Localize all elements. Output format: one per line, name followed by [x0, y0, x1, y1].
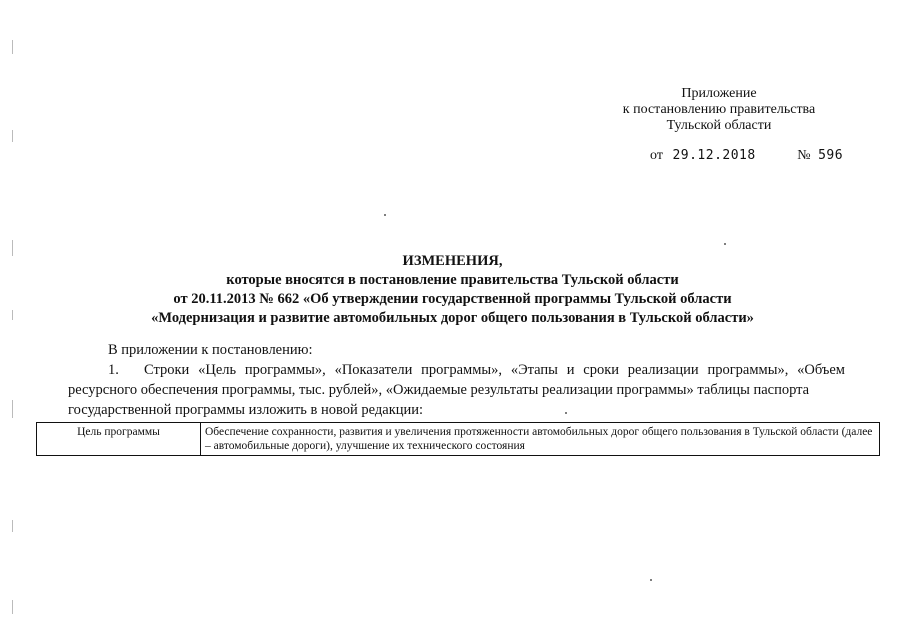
document-title [0, 252, 905, 328]
title-line: «Модернизация и развитие автомобильных дорог общего пользования в Тульской области» [151, 310, 754, 326]
resolution-number: 596 [818, 148, 844, 163]
resolution-date-number [650, 148, 843, 164]
scan-margin-mark [12, 600, 13, 614]
scan-margin-mark [12, 400, 13, 418]
scan-margin-mark [12, 40, 13, 54]
table-row-value: Обеспечение сохранности, развития и увеличения протяженности автомобильных дорог общего пользования в Тульской области (далее – автомобильные дороги), улучшение их технического состояния [201, 423, 880, 456]
scan-speck [724, 243, 726, 245]
scan-margin-mark [12, 520, 13, 532]
title-line: которые вносятся в постановление правительства Тульской области [226, 272, 679, 288]
item-number: 1. [108, 362, 119, 378]
appendix-line: Тульской области [666, 118, 772, 133]
intro-paragraph: В приложении к постановлению: [108, 342, 313, 358]
item-1-paragraph [68, 360, 845, 420]
scan-speck [650, 579, 652, 581]
date-prefix: от [650, 148, 663, 163]
appendix-line: Приложение [681, 86, 757, 101]
scan-margin-mark [12, 130, 13, 142]
appendix-line: к постановлению правительства [622, 102, 816, 117]
title-heading: ИЗМЕНЕНИЯ, [402, 253, 503, 269]
item-text-tail: государственной программы изложить в новой редакции: [68, 402, 424, 418]
title-line: от 20.11.2013 № 662 «Об утверждении государственной программы Тульской области [173, 291, 732, 307]
scan-speck [384, 214, 386, 216]
number-prefix: № [797, 148, 811, 163]
item-text: Строки «Цель программы», «Показатели программы», «Этапы и сроки реализации программы», «Объем ресурсного обеспечения программы, тыс. рублей», «Ожидаемые результаты реализации программы» таблицы паспорта [68, 362, 845, 398]
resolution-date: 29.12.2018 [672, 148, 756, 163]
passport-table [36, 422, 880, 456]
table-row-label: Цель программы [37, 423, 201, 456]
table-row [37, 423, 880, 456]
appendix-block [589, 86, 849, 134]
